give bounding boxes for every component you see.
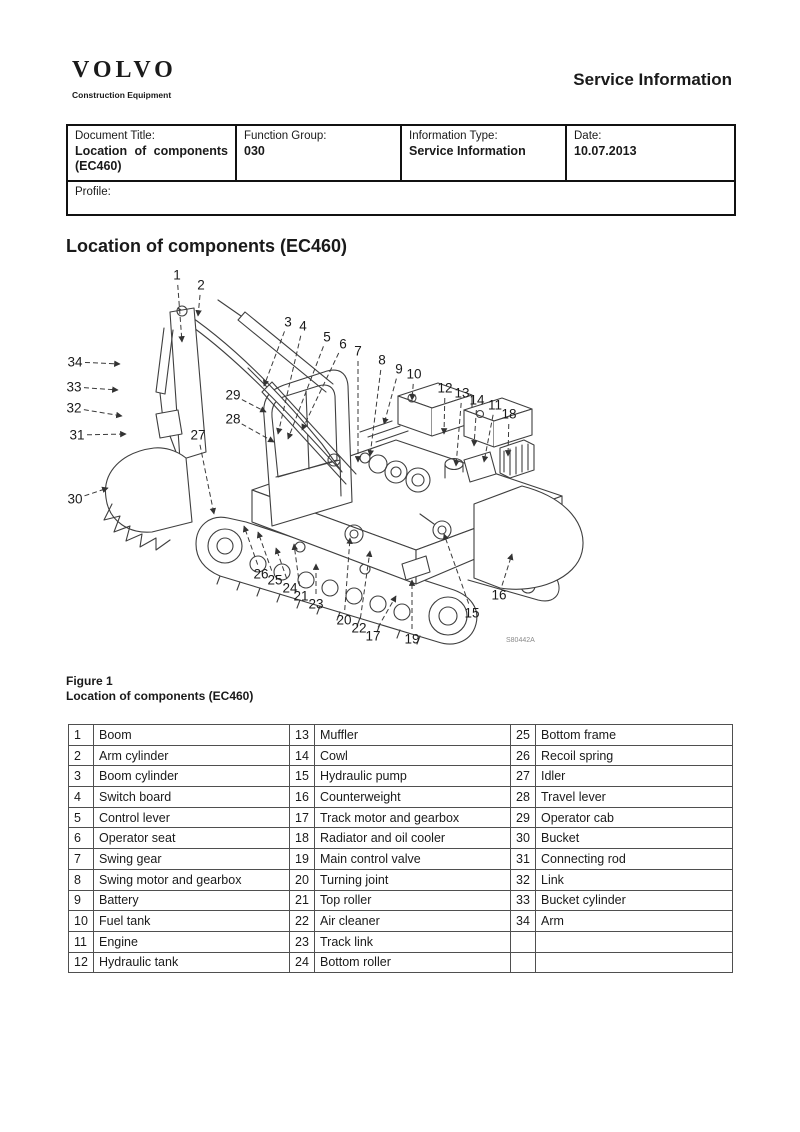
service-information-title: Service Information <box>573 70 732 89</box>
part-number: 10 <box>69 911 94 932</box>
part-label: Bucket cylinder <box>536 890 733 911</box>
brand-block <box>72 58 177 100</box>
callout-number-3: 3 <box>284 314 292 330</box>
callout-number-31: 31 <box>69 427 85 443</box>
callout-number-14: 14 <box>469 392 485 408</box>
callout-number-27: 27 <box>190 427 206 443</box>
part-label: Arm <box>536 911 733 932</box>
part-number: 20 <box>290 869 315 890</box>
part-number <box>511 952 536 973</box>
table-row <box>69 745 733 766</box>
callout-number-19: 19 <box>404 631 420 647</box>
part-label: Operator seat <box>94 828 290 849</box>
callout-number-28: 28 <box>225 411 241 427</box>
part-number: 15 <box>290 766 315 787</box>
document-title-value: Location of components (EC460) <box>75 144 228 173</box>
callout-number-23: 23 <box>308 596 324 612</box>
callout-number-10: 10 <box>406 366 422 382</box>
part-number: 26 <box>511 745 536 766</box>
callout-number-9: 9 <box>395 361 403 377</box>
table-row <box>69 952 733 973</box>
part-label: Radiator and oil cooler <box>315 828 511 849</box>
table-row <box>69 807 733 828</box>
part-number: 9 <box>69 890 94 911</box>
leader-line-26 <box>244 526 258 565</box>
profile-label: Profile: <box>75 186 111 198</box>
callout-number-2: 2 <box>197 277 205 293</box>
callout-number-32: 32 <box>66 400 82 416</box>
callout-number-30: 30 <box>67 491 83 507</box>
table-row <box>69 787 733 808</box>
leader-line-32 <box>84 410 122 416</box>
part-label: Track motor and gearbox <box>315 807 511 828</box>
callout-number-13: 13 <box>454 385 470 401</box>
part-number: 30 <box>511 828 536 849</box>
function-group-cell <box>236 125 401 181</box>
leader-line-31 <box>87 434 126 435</box>
part-number: 34 <box>511 911 536 932</box>
table-row <box>69 828 733 849</box>
part-label: Hydraulic tank <box>94 952 290 973</box>
leader-line-33 <box>84 388 118 390</box>
part-number: 6 <box>69 828 94 849</box>
callout-number-17: 17 <box>365 628 381 644</box>
figure-caption-subtitle: Location of components (EC460) <box>66 689 254 703</box>
information-type-cell <box>401 125 566 181</box>
part-label <box>536 931 733 952</box>
part-number: 29 <box>511 807 536 828</box>
leader-line-30 <box>84 488 108 496</box>
part-label: Battery <box>94 890 290 911</box>
table-row <box>69 869 733 890</box>
callout-number-4: 4 <box>299 318 307 334</box>
excavator-drawing <box>104 300 583 644</box>
function-group-value: 030 <box>244 144 265 158</box>
callout-number-5: 5 <box>323 329 331 345</box>
leader-line-27 <box>200 445 214 514</box>
part-number: 16 <box>290 787 315 808</box>
part-label: Arm cylinder <box>94 745 290 766</box>
part-label: Travel lever <box>536 787 733 808</box>
parts-table-body <box>69 725 733 973</box>
callout-number-29: 29 <box>225 387 241 403</box>
callout-number-7: 7 <box>354 343 362 359</box>
function-group-label: Function Group: <box>244 130 327 142</box>
part-number: 25 <box>511 725 536 746</box>
excavator-diagram <box>60 264 620 656</box>
part-number: 5 <box>69 807 94 828</box>
part-number: 13 <box>290 725 315 746</box>
part-number: 19 <box>290 849 315 870</box>
part-number: 24 <box>290 952 315 973</box>
part-label: Connecting rod <box>536 849 733 870</box>
part-label: Boom <box>94 725 290 746</box>
page-title: Location of components (EC460) <box>66 236 348 256</box>
figure-code: S80442A <box>506 637 535 644</box>
part-label: Bottom roller <box>315 952 511 973</box>
part-label: Bottom frame <box>536 725 733 746</box>
callout-number-24: 24 <box>282 580 298 596</box>
part-label: Track link <box>315 931 511 952</box>
part-number: 4 <box>69 787 94 808</box>
document-title-label: Document Title: <box>75 130 155 142</box>
part-label: Main control valve <box>315 849 511 870</box>
part-label: Counterweight <box>315 787 511 808</box>
part-label: Switch board <box>94 787 290 808</box>
leader-line-2 <box>198 295 200 316</box>
callout-number-8: 8 <box>378 352 386 368</box>
part-label: Engine <box>94 931 290 952</box>
callout-number-1: 1 <box>173 267 181 283</box>
part-label <box>536 952 733 973</box>
table-row <box>69 890 733 911</box>
part-number: 12 <box>69 952 94 973</box>
information-type-label: Information Type: <box>409 130 498 142</box>
part-number: 7 <box>69 849 94 870</box>
part-number: 28 <box>511 787 536 808</box>
part-label: Idler <box>536 766 733 787</box>
parts-table <box>68 724 733 973</box>
callout-number-18: 18 <box>501 406 517 422</box>
figure-caption-title: Figure 1 <box>66 674 113 688</box>
document-title-cell <box>67 125 236 181</box>
callout-number-26: 26 <box>253 566 269 582</box>
callout-number-20: 20 <box>336 612 352 628</box>
part-label: Top roller <box>315 890 511 911</box>
part-number <box>511 931 536 952</box>
figure-caption <box>66 674 253 704</box>
part-number: 33 <box>511 890 536 911</box>
part-number: 32 <box>511 869 536 890</box>
part-number: 3 <box>69 766 94 787</box>
part-number: 22 <box>290 911 315 932</box>
part-label: Hydraulic pump <box>315 766 511 787</box>
callout-number-11: 11 <box>487 397 503 413</box>
date-label: Date: <box>574 130 602 142</box>
part-label: Air cleaner <box>315 911 511 932</box>
part-label: Recoil spring <box>536 745 733 766</box>
date-cell <box>566 125 735 181</box>
leader-line-25 <box>258 532 272 571</box>
information-type-value: Service Information <box>409 144 526 158</box>
document-info-table <box>66 124 736 216</box>
part-number: 17 <box>290 807 315 828</box>
part-label: Swing gear <box>94 849 290 870</box>
table-row <box>69 911 733 932</box>
part-label: Bucket <box>536 828 733 849</box>
date-value: 10.07.2013 <box>574 144 637 158</box>
table-row <box>69 725 733 746</box>
part-label: Link <box>536 869 733 890</box>
part-label: Control lever <box>94 807 290 828</box>
leader-line-3 <box>264 331 284 386</box>
part-label: Cowl <box>315 745 511 766</box>
callout-number-6: 6 <box>339 336 347 352</box>
construction-equipment-label: Construction Equipment <box>72 90 172 100</box>
volvo-logo: VOLVO <box>72 57 177 83</box>
callout-number-12: 12 <box>437 380 453 396</box>
callout-number-16: 16 <box>491 587 507 603</box>
part-number: 23 <box>290 931 315 952</box>
callout-number-34: 34 <box>67 354 83 370</box>
part-label: Boom cylinder <box>94 766 290 787</box>
part-label: Muffler <box>315 725 511 746</box>
part-number: 27 <box>511 766 536 787</box>
profile-cell <box>67 181 735 215</box>
leader-line-29 <box>242 400 266 412</box>
part-number: 11 <box>69 931 94 952</box>
leader-line-9 <box>384 379 396 424</box>
table-row <box>69 849 733 870</box>
part-label: Fuel tank <box>94 911 290 932</box>
table-row <box>69 931 733 952</box>
table-row <box>69 766 733 787</box>
part-number: 31 <box>511 849 536 870</box>
leader-line-34 <box>85 362 120 364</box>
callout-number-25: 25 <box>267 572 283 588</box>
callout-number-21: 21 <box>293 588 309 604</box>
leader-line-8 <box>370 370 381 456</box>
part-number: 8 <box>69 869 94 890</box>
part-number: 18 <box>290 828 315 849</box>
part-label: Turning joint <box>315 869 511 890</box>
part-label: Swing motor and gearbox <box>94 869 290 890</box>
callout-number-22: 22 <box>351 620 367 636</box>
part-number: 14 <box>290 745 315 766</box>
part-number: 2 <box>69 745 94 766</box>
part-number: 1 <box>69 725 94 746</box>
callout-number-33: 33 <box>66 379 82 395</box>
part-label: Operator cab <box>536 807 733 828</box>
part-number: 21 <box>290 890 315 911</box>
callout-number-15: 15 <box>464 605 480 621</box>
